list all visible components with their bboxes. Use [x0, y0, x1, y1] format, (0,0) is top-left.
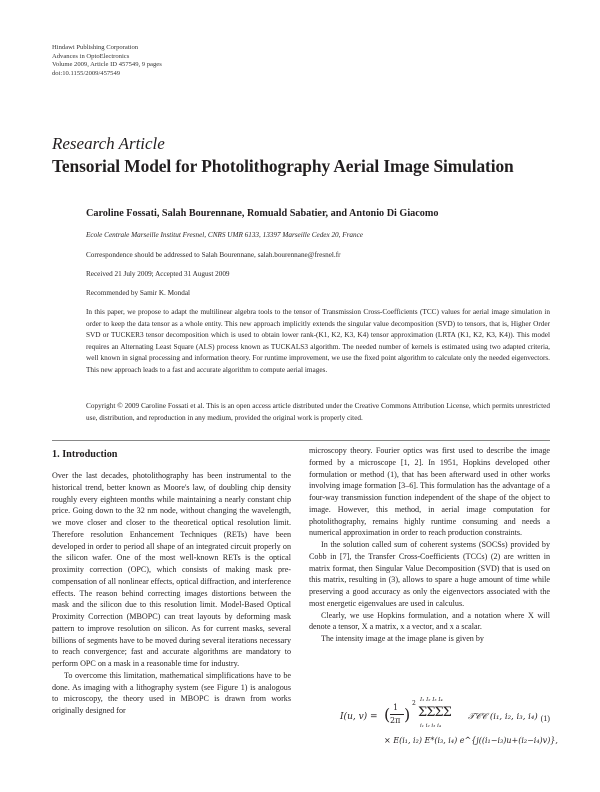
recommended-by: Recommended by Samir K. Mondal — [86, 289, 191, 297]
equation-number: (1) — [540, 714, 550, 723]
publisher-name: Hindawi Publishing Corporation — [52, 44, 139, 51]
volume-line: Volume 2009, Article ID 457549, 9 pages — [52, 61, 162, 69]
affiliation: Ecole Centrale Marseille Institut Fresnel, CNRS UMR 6133, 13397 Marseille Cedex 20, France — [86, 231, 363, 239]
equation-left-paren: ( — [384, 705, 391, 724]
intro-paragraph-5: Clearly, we use Hopkins formulation, and a notation where X will denote a tensor, X a matrix, x a vector, and x a scalar. — [309, 610, 550, 632]
section-divider — [52, 440, 550, 441]
equation-lower-limits: i₁ i₂ i₃ i₄ — [420, 723, 442, 729]
copyright-notice: Copyright © 2009 Caroline Fossati et al. This is an open access article distributed under the Creative Commons Attribution License, which permits unrestricted use, distribution, and reproduction in any medium, provided the original work is properly cited. — [86, 402, 550, 422]
equation-lhs: I(u, v) = — [340, 712, 378, 722]
equation-fraction-denominator: 2π — [390, 716, 401, 725]
equation-1 — [340, 694, 558, 758]
left-column — [52, 470, 291, 717]
right-column — [309, 445, 550, 645]
article-type: Research Article — [52, 134, 165, 153]
abstract: In this paper, we propose to adapt the multilinear algebra tools to the tensor of Transmission Cross-Coefficients (TCC) values for aerial image simulation in order to keep the data tensor as a whole entity. This new approach implicitly extends the singular value decomposition (SVD) to tensors, that is, Higher Order SVD or TUCKER3 tensor decomposition which is used to obtain lower rank-(K1, K2, K3, K4) tensor approximation (LRTA (K1, K2, K3, K4)). This model requires an Alternating Least Square (ALS) process known as TUCKALS3 algorithm. The needed number of kernels is estimated using two adapted criteria, well known in signal processing and information theory. For runtime improvement, we use the fixed point algorithm to calculate only the needed eigenvectors. This new approach leads to a fast and accurate algorithm to compute aerial images. — [86, 308, 550, 374]
section-title-introduction: 1. Introduction — [52, 449, 118, 460]
intro-paragraph-3: microscopy theory. Fourier optics was first used to describe the image formed by a microscope [1, 2]. In 1951, Hopkins developed other formulation or method (1), that has been afterward used in other works involving image formation [3–6]. This formulation has the advantage of a four-way transmission function independent of the shape of the object to image. However, this method, in aerial image computation for photolithography, remains highly runtime consuming and needs a numerical approximation in order to reach production constraints. — [309, 446, 550, 538]
intro-paragraph-6: The intensity image at the image plane is given by — [321, 634, 484, 643]
intro-paragraph-2: To overcome this limitation, mathematical simplifications have to be done. As imaging with a lithography system (see Figure 1) is analogous to microscopy, the theory used in MBOPC is drawn from works originally designed for — [52, 670, 291, 715]
intro-paragraph-1: Over the last decades, photolithography has been instrumental to the historical trend, better known as Moore's law, of doubling chip density roughly every eighteen months while maintaining a nearly constant chip price. Going down to the 32 nm node, without changing the wavelength, we move closer and closer to the theoretical optical resolution limit. Therefore resolution Enhancement Techniques (RETs) have been developed in order to period all shape of an integrated circuit properly on the silicon wafer. One of the most well-known RETs is the optical proximity correction (OPC), which consists of making mask pre-compensation of all nonlinear effects, optical diffraction, and interference effects. The reason behind correcting images distortions between the mask and the silicon due to this resolution limit. Model-Based Optical Proximity Correction (MBOPC) can treat layouts by deforming mask pattern to improve resolution on silicon. As for current masks, several billions of segments have to be moved during several iterations necessary to reach convergence; fast and accurate algorithms are mandatory to perform OPC on a mask in a reasonable time for industry. — [52, 471, 291, 668]
doi-line: doi:10.1155/2009/457549 — [52, 69, 121, 77]
received-accepted-dates: Received 21 July 2009; Accepted 31 August 2009 — [86, 270, 230, 278]
equation-right-paren: ) — [404, 705, 411, 724]
equation-power: 2 — [412, 700, 416, 707]
equation-fraction-numerator: 1 — [393, 703, 399, 712]
equation-second-line: × E(i₁, i₂) E*(i₃, i₄) e^{j((i₁−i₃)u+(i₂−i₄)v)}, — [384, 736, 558, 745]
equation-fraction-bar — [390, 714, 404, 715]
author-list: Caroline Fossati, Salah Bourennane, Romuald Sabatier, and Antonio Di Giacomo — [86, 208, 439, 219]
journal-header — [52, 44, 162, 78]
equation-sum-symbols: ΣΣΣΣ — [418, 705, 451, 720]
journal-name: Advances in OptoElectronics — [52, 52, 130, 60]
equation-upper-limits: I₁ I₂ I₃ I₄ — [420, 697, 443, 703]
correspondence-line: Correspondence should be addressed to Salah Bourennane, salah.bourennane@fresnel.fr — [86, 251, 341, 259]
intro-paragraph-4: In the solution called sum of coherent systems (SOCSs) provided by Cobb in [7], the Transfer Cross-Coefficients (TCCs) (2) are written in matrix format, then Singular Value Decomposition (SVD) that is used on this matrix, resulting in (3), allows to spare a huge amount of time while preserving a good accuracy as only the eigenvectors associated with the most energetic eigenvalues are used in calculus. — [309, 540, 550, 608]
equation-tcc-term: 𝒯𝒞𝒞 (i₁, i₂, i₃, i₄) — [468, 712, 538, 722]
article-title: Tensorial Model for Photolithography Aerial Image Simulation — [52, 156, 514, 176]
